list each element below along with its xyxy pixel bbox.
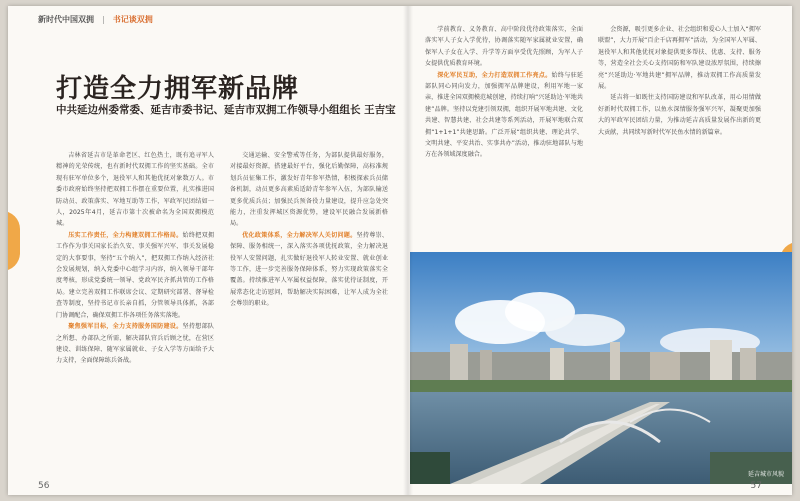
paragraph: 聚焦强军目标，全力支持服务国防建设。坚持想部队之所想、办部队之所需，解决部队官兵后顾之忧，在营区建设、训练保障、随军家属就业、子女入学等方面给予大力支持，全面保障练兵备战。 (56, 323, 214, 365)
article-byline: 中共延边州委常委、延吉市委书记、延吉市双拥工作领导小组组长 王吉宝 (56, 104, 396, 116)
page-number-right: 57 (750, 481, 762, 491)
paragraph: 压实工作责任，全力构建双拥工作格局。始终把双拥工作作为事关国家长治久安、事关强军兴军、事关发展稳定的大事要事，坚持“五个纳入”，把双拥工作纳入经济社会发展规划，纳入党委中心组学习内容，纳入领导干部年度考核，形成党委统一领导、党政军民齐抓共管的工作格局。建立完善双拥工作联席会议、定期研究部署、督导检查等制度，坚持书记市长亲自抓，分管领导具体抓，各部门协调配合，确保双拥工作各项任务落实落地。 (56, 231, 214, 319)
text-column-3 (425, 24, 583, 254)
city-photo (410, 252, 792, 484)
header-separator: | (102, 15, 105, 24)
magazine-spread (8, 6, 792, 495)
paragraph: 优化政策体系，全力解决军人关切问题。坚持尊崇、保障、服务相统一，深入落实各项优抚政策，全力解决退役军人安置问题，扎实做好退役军人转业安置、就业创业等工作，进一步完善服务保障体系，努力实现政策落实全覆盖。持续推进军人军属权益保障，落实优待证制度，开展常态化走访慰问，帮助解决实际困难，让军人成为全社会尊崇的职业。 (230, 231, 388, 308)
text-column-2 (230, 150, 388, 485)
section-heading: 压实工作责任，全力构建双拥工作格局。 (68, 231, 183, 239)
paragraph: 学前教育、义务教育、高中阶段优待政策落实，全面落实军人子女入学优待，协调落实随军家属就业安置，确保军人子女在入学、升学等方面享受优先照顾，为军人子女提供优质教育环境。 (425, 26, 583, 68)
page-number-left: 56 (38, 481, 50, 491)
section-name: 新时代中国双拥 (38, 15, 94, 24)
decorative-tab-left (8, 211, 20, 271)
column-name: 书记谈双拥 (112, 15, 153, 24)
section-heading: 深化军民互助，全力打造双拥工作亮点。 (437, 71, 552, 79)
photo-caption: 延吉城市风貌 (747, 471, 784, 478)
paragraph: 深化军民互助，全力打造双拥工作亮点。始终与驻延部队同心同向发力，加强拥军品牌建设，利用军地一家亲，推进全国双拥模范城创建，持续打响“兴延助边·军地共建”品牌。坚持以党建引领双拥，组织开展军地共建、文化共建、智慧共建、社会共建等系列活动，开展军地联合双拥“1+1+1”共建思路。广泛开展“组织共建、理论共学、文明共建、平安共治、实事共办”活动，推动驻地部队与地方在各领域深度融合。 (425, 71, 583, 159)
section-heading: 聚焦强军目标，全力支持服务国防建设。 (68, 323, 183, 331)
text-column-1 (56, 150, 214, 485)
paragraph: 吉林省延吉市是革命老区、红色热土，既有追寻军人精神的光荣传统，也有新时代双拥工作的坚实基础。全市现有驻军单位多个，退役军人和其他优抚对象数万人。市委市政府始终坚持把双拥工作摆在重要位置，扎实推进国防动员、政策落实、军地互助等工作，军政军民团结如一人，2025年4月，延吉市第十次被命名为全国双拥模范城。 (56, 152, 214, 228)
paragraph: 交通运输、安全警戒等任务，为部队提供最好服务，对接最好资源，搭建最好平台，强化后勤保障，高标准规划兵员征集工作，激发好青年参军热情，积极探索兵员储备机制，动员更多高素质适龄青年参军入伍，为部队输送更多优质兵员；加强民兵预备役力量建设，提升应急处突能力，注重发挥城区资源优势，建设军民融合发展新格局。 (230, 152, 388, 228)
page-gutter (403, 6, 413, 495)
text-column-4 (598, 24, 761, 254)
paragraph: 延吉将一如既往支持国防建设和军队改革，用心用情做好新时代双拥工作，以鱼水深情服务强军兴军，凝聚更加强大的军政军民团结力量，为推动延吉高质量发展作出新的更大贡献，共同续写新时代军民鱼水情的新篇章。 (598, 94, 761, 136)
section-heading: 优化政策体系，全力解决军人关切问题。 (242, 231, 357, 239)
article-title: 打造全力拥军新品牌 (56, 74, 300, 104)
paragraph: 会资源，吸引更多企业、社会组织和爱心人士加入“拥军联盟”，大力开展“百企千店再拥军”活动，为全国军人军属、退役军人和其他优抚对象提供更多帮扶、优惠、支持、服务等，营造全社会关心支持国防和军队建设浓厚氛围，持续擦亮“兴延助边·军地共建”拥军品牌，推动双拥工作高质量发展。 (598, 26, 761, 91)
running-header (38, 14, 153, 25)
